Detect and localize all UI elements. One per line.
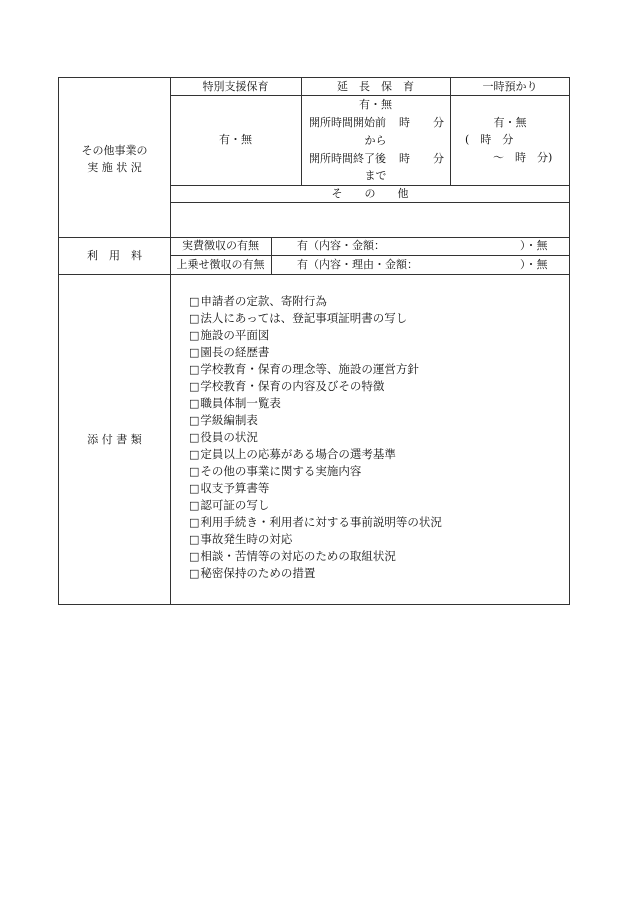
- checkbox-icon[interactable]: □: [189, 499, 200, 512]
- other-header-bottom-line: [170, 202, 570, 203]
- checklist-item[interactable]: □秘密保持のための措置: [189, 566, 316, 580]
- checkbox-icon[interactable]: □: [189, 414, 200, 427]
- checklist-item[interactable]: □学校教育・保育の理念等、施設の運営方針: [189, 362, 419, 376]
- extended-end-minute: 分: [433, 152, 444, 165]
- application-form-table: [58, 77, 570, 605]
- checklist-item[interactable]: □事故発生時の対応: [189, 532, 293, 546]
- checklist-item[interactable]: □申請者の定款、寄附行為: [189, 294, 327, 308]
- checkbox-icon[interactable]: □: [189, 363, 200, 376]
- extended-end-label: 開所時間終了後: [309, 152, 386, 165]
- section1-label-line1: その他事業の: [81, 144, 148, 157]
- checklist-item[interactable]: □施設の平面図: [189, 328, 270, 342]
- special-support-value: 有・無: [219, 133, 252, 146]
- checklist-item[interactable]: □収支予算書等: [189, 481, 270, 495]
- section2-bottom-line: [59, 274, 570, 275]
- extended-start-minute: 分: [433, 116, 444, 129]
- checkbox-icon[interactable]: □: [189, 312, 200, 325]
- extended-temporary-divider: [450, 78, 451, 185]
- attachments-label: 添 付 書 類: [87, 433, 142, 446]
- checklist-item[interactable]: □定員以上の応募がある場合の選考基準: [189, 447, 396, 461]
- extended-end-hour: 時: [399, 152, 410, 165]
- fee-label-divider: [271, 237, 272, 274]
- extended-yes-no: 有・無: [359, 98, 392, 111]
- usage-fee-label: 利 用 料: [87, 249, 142, 262]
- checklist-item[interactable]: □その他の事業に関する実施内容: [189, 464, 362, 478]
- temporary-end-time: ～ 時 分): [493, 151, 553, 164]
- checkbox-icon[interactable]: □: [189, 567, 200, 580]
- surcharge-label: 上乗せ徴収の有無: [176, 258, 265, 271]
- actual-cost-label: 実費徴収の有無: [182, 239, 259, 252]
- header-temporary-care: 一時預かり: [482, 80, 538, 93]
- header-extended-care: 延 長 保 育: [337, 80, 414, 93]
- checklist-item[interactable]: □学校教育・保育の内容及びその特徴: [189, 379, 385, 393]
- checkbox-icon[interactable]: □: [189, 431, 200, 444]
- checklist-item[interactable]: □認可証の写し: [189, 498, 270, 512]
- checkbox-icon[interactable]: □: [189, 516, 200, 529]
- checkbox-icon[interactable]: □: [189, 295, 200, 308]
- header-row-line: [170, 95, 570, 96]
- attachments-checklist: [189, 293, 442, 582]
- checkbox-icon[interactable]: □: [189, 550, 200, 563]
- checklist-item[interactable]: □園長の経歴書: [189, 345, 270, 359]
- header-special-support: 特別支援保育: [202, 80, 269, 93]
- extended-from: から: [364, 134, 387, 147]
- extended-start-hour: 時: [399, 116, 410, 129]
- extended-until: まで: [364, 169, 387, 182]
- other-header-top-line: [170, 185, 570, 186]
- checklist-item[interactable]: □相談・苦情等の対応のための取組状況: [189, 549, 396, 563]
- temporary-yes-no: 有・無: [493, 116, 527, 129]
- surcharge-end: ）・無: [520, 258, 548, 271]
- checkbox-icon[interactable]: □: [189, 346, 200, 359]
- checkbox-icon[interactable]: □: [189, 380, 200, 393]
- extended-start-label: 開所時間開始前: [309, 116, 386, 129]
- actual-cost-value: 有（内容・金額：: [297, 239, 385, 252]
- section1-bottom-line: [59, 237, 570, 238]
- surcharge-value: 有（内容・理由・金額：: [297, 258, 418, 271]
- checklist-item[interactable]: □利用手続き・利用者に対する事前説明等の状況: [189, 515, 442, 529]
- section1-label-line2: 実 施 状 況: [87, 161, 142, 174]
- checkbox-icon[interactable]: □: [189, 482, 200, 495]
- fee-row-divider: [170, 255, 570, 256]
- checklist-item[interactable]: □職員体制一覧表: [189, 396, 281, 410]
- other-header: そ の 他: [331, 187, 409, 200]
- checkbox-icon[interactable]: □: [189, 397, 200, 410]
- checklist-item[interactable]: □法人にあっては、登記事項証明書の写し: [189, 311, 408, 325]
- checklist-item[interactable]: □学級編制表: [189, 413, 258, 427]
- label-column-divider: [170, 78, 171, 605]
- checklist-item[interactable]: □役員の状況: [189, 430, 258, 444]
- checkbox-icon[interactable]: □: [189, 533, 200, 546]
- section1-label: [59, 142, 170, 176]
- checkbox-icon[interactable]: □: [189, 329, 200, 342]
- checkbox-icon[interactable]: □: [189, 448, 200, 461]
- temporary-start-time: ( 時 分: [465, 133, 514, 146]
- checkbox-icon[interactable]: □: [189, 465, 200, 478]
- actual-cost-end: ）・無: [520, 239, 548, 252]
